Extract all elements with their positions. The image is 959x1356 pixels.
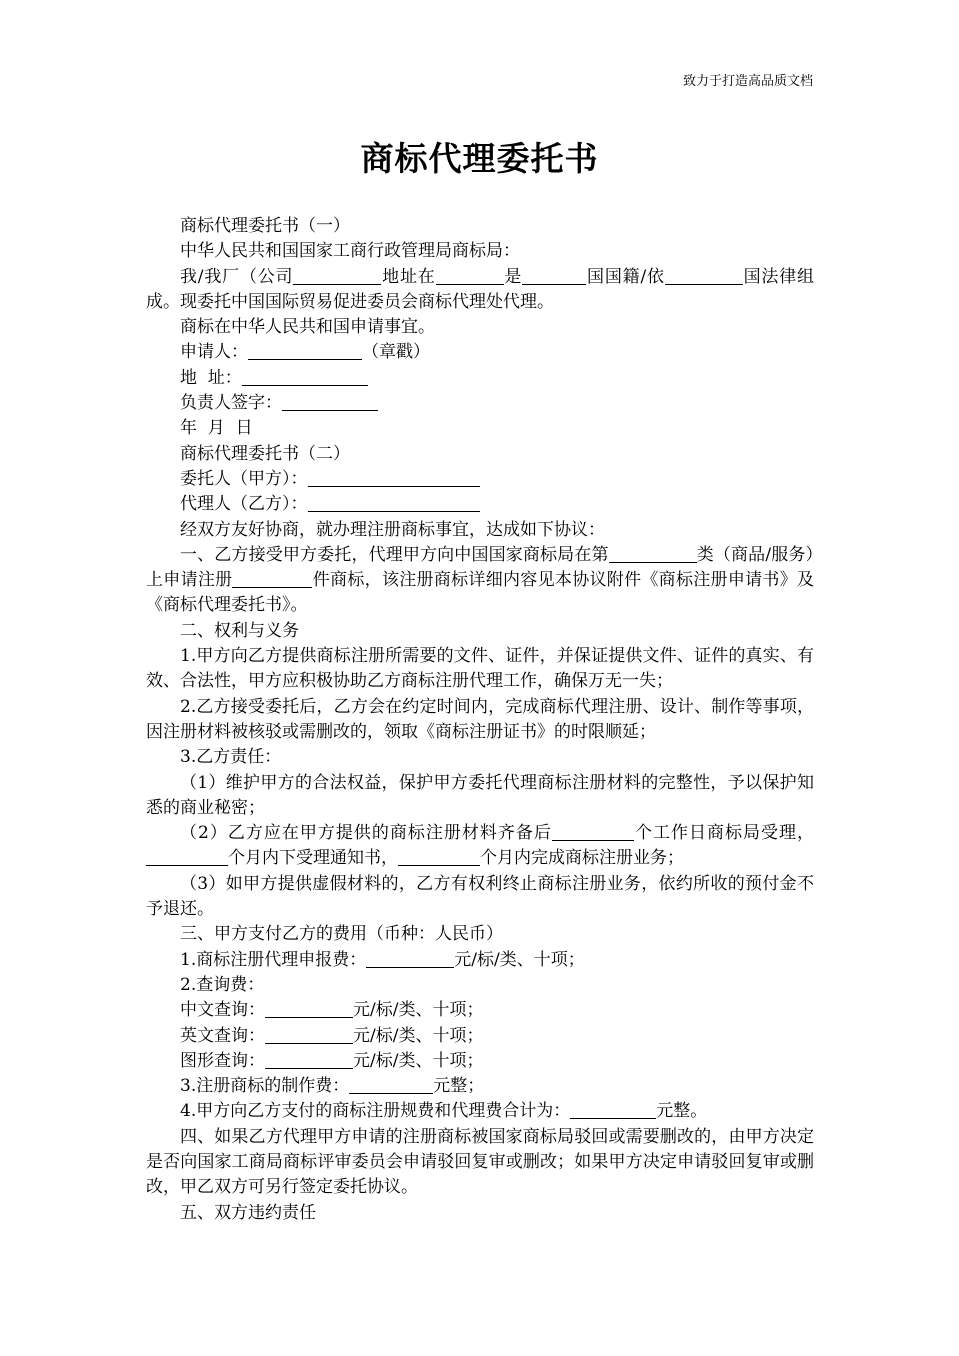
notice-months-blank[interactable] — [146, 847, 228, 866]
fee-production-line: 3.注册商标的制作费： 元整； — [180, 1076, 485, 1097]
address-line: 地 址： — [146, 366, 814, 391]
clause-5-heading: 五、双方违约责任 — [180, 1202, 316, 1223]
clause-2-1: 1.甲方向乙方提供商标注册所需要的文件、证件，并保证提供文件、证件的真实、有效、合法性，甲方应积极协助乙方商标注册代理工作，确保万无一失； — [146, 646, 814, 692]
clause-2-2: 2.乙方接受委托后，乙方会在约定时间内，完成商标代理注册、设计、制作等事项，因注册材料被核驳或需删改的，领取《商标注册证书》的时限顺延； — [146, 696, 814, 742]
part2-heading: 商标代理委托书（二） — [180, 443, 350, 464]
part1-heading: 商标代理委托书（一） — [180, 216, 350, 236]
signer-blank[interactable] — [282, 392, 378, 411]
fig-search-blank[interactable] — [265, 1050, 353, 1069]
addressee: 中华人民共和国国家工商行政管理局商标局： — [180, 241, 520, 262]
party-a-blank[interactable] — [308, 468, 480, 487]
party-b-line: 代理人（乙方）： — [146, 492, 814, 517]
fee-search-en: 英文查询： 元/标/类、十项； — [180, 1025, 484, 1046]
en-search-blank[interactable] — [265, 1025, 353, 1044]
clause-2-heading: 二、权利与义务 — [180, 620, 299, 641]
applicant-address-blank[interactable] — [242, 367, 368, 386]
matter-line: 商标在中华人民共和国申请事宜。 — [180, 317, 435, 338]
party-a-line: 委托人（甲方）： — [146, 467, 814, 492]
class-blank[interactable] — [609, 544, 697, 563]
complete-months-blank[interactable] — [398, 847, 480, 866]
clause-2-3: 3.乙方责任： — [180, 747, 282, 768]
total-fee-blank[interactable] — [570, 1100, 656, 1119]
date-line: 年 月 日 — [180, 418, 253, 439]
document-body — [146, 214, 814, 1226]
fee-search-fig: 图形查询： 元/标/类、十项； — [180, 1050, 484, 1071]
applicant-blank[interactable] — [248, 341, 362, 360]
nationality-blank[interactable] — [522, 266, 586, 285]
fee-total-line: 4.甲方向乙方支付的商标注册规费和代理费合计为： 元整。 — [180, 1101, 708, 1122]
clause-2-3-2: （2）乙方应在甲方提供的商标注册材料齐备后 个工作日商标局受理，个月内下受理通知书， 个月内完成商标注册业务； — [146, 821, 814, 872]
clause-2-3-1: （1）维护甲方的合法权益，保护甲方委托代理商标注册材料的完整性，予以保护知悉的商业秘密； — [146, 772, 814, 818]
party-b-blank[interactable] — [308, 493, 480, 512]
clause-1: 一、乙方接受甲方委托，代理甲方向中国国家商标局在第 类（商品/服务）上申请注册 件商标，该注册商标详细内容见本协议附件《商标注册申请书》及《商标代理委托书》。 — [146, 544, 814, 616]
agreement-intro: 经双方友好协商，就办理注册商标事宜，达成如下协议： — [180, 519, 605, 540]
law-blank[interactable] — [665, 266, 743, 285]
clause-4: 四、如果乙方代理甲方申请的注册商标被国家商标局驳回或需要删改的，由甲方决定是否向国家工商局商标评审委员会申请驳回复审或删改；如果甲方决定申请驳回复审或删改，甲乙双方可另行签定委托协议。 — [146, 1126, 814, 1198]
applicant-line: 申请人： （章戳） — [180, 342, 430, 363]
production-fee-blank[interactable] — [349, 1075, 433, 1094]
workdays-blank[interactable] — [552, 822, 634, 841]
document-title: 商标代理委托书 — [360, 139, 599, 178]
address-blank[interactable] — [436, 266, 504, 285]
entrust-paragraph: 我/我厂（公司 地址在 是 国国籍/依 国法律组成。现委托中国国际贸易促进委员会商标代理处代理。 — [146, 266, 814, 312]
company-blank[interactable] — [293, 266, 381, 285]
signer-line: 负责人签字： — [146, 391, 814, 416]
cn-search-blank[interactable] — [265, 999, 353, 1018]
fee-search-cn: 中文查询： 元/标/类、十项； — [180, 1000, 484, 1021]
count-blank[interactable] — [232, 569, 312, 588]
clause-2-3-3: （3）如甲方提供虚假材料的，乙方有权利终止商标注册业务，依约所收的预付金不予退还。 — [146, 873, 814, 920]
clause-3-heading: 三、甲方支付乙方的费用（币种：人民币） — [180, 924, 503, 945]
fee-agency-line: 1.商标注册代理申报费： 元/标/类、十项； — [180, 949, 585, 970]
document-header: 致力于打造高品质文档 — [682, 74, 813, 89]
agency-fee-blank[interactable] — [366, 949, 454, 968]
fee-search-heading: 2.查询费： — [180, 974, 265, 995]
